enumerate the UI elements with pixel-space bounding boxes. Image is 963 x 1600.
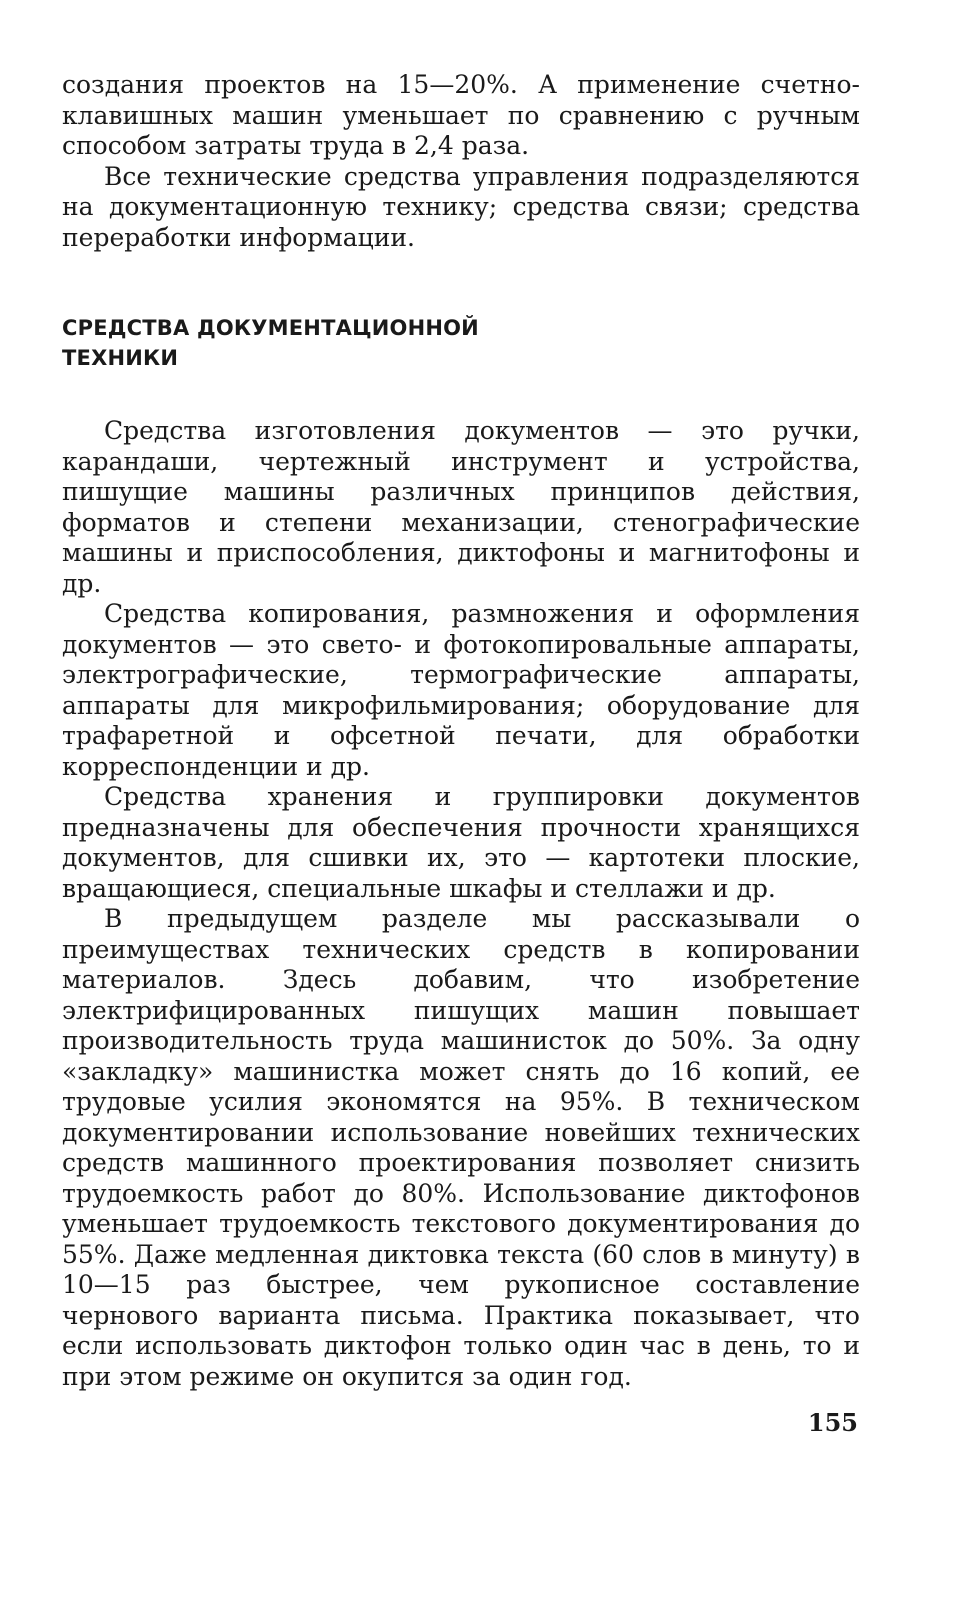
paragraph-continuation: создания проектов на 15—20%. А применение счетно-клавишных машин уменьшает по сравнению с ручным способом затраты труда в 2,4 раза. (62, 70, 860, 160)
paragraph-document-making: Средства изготовления документов — это ручки, карандаши, чертежный инструмент и устройства, пишущие машины различных принципов действия, форматов и степени механизации, стенографические машины и приспособления, диктофоны и магнитофоны и др. (62, 416, 860, 598)
paragraph-copying: Средства копирования, размножения и оформления документов — это свето- и фотокопировальные аппараты, электрографические, термографические аппараты, аппараты для микрофильмирования; оборудование для трафаретной и офсетной печати, для обработки корреспонденции и др. (62, 599, 860, 781)
page-number: 155 (807, 1408, 858, 1437)
section-heading-line-2: ТЕХНИКИ (62, 346, 179, 370)
section-heading-line-1: СРЕДСТВА ДОКУМЕНТАЦИОННОЙ (62, 316, 479, 340)
paragraph-advantages: В предыдущем разделе мы рассказывали о преимуществах технических средств в копировании материалов. Здесь добавим, что изобретение электрифицированных пишущих машин повышает производительность труда машинисток до 50%. За одну «закладку» машинистка может снять до 16 копий, ее трудовые усилия экономятся на 95%. В техническом документировании использование новейших технических средств машинного проектирования позволяет снизить трудоемкость работ до 80%. Использование диктофонов уменьшает трудоемкость текстового документирования до 55%. Даже медленная диктовка текста (60 слов в минуту) в 10—15 раз быстрее, чем рукописное составление чернового варианта письма. Практика показывает, что если использовать диктофон только один час в день, то и при этом режиме он окупится за один год. (62, 904, 860, 1391)
paragraph-storage: Средства хранения и группировки документов предназначены для обеспечения прочности хранящихся документов, для сшивки их, это — картотеки плоские, вращающиеся, специальные шкафы и стеллажи и др. (62, 782, 860, 903)
paragraph-tech-means: Все технические средства управления подразделяются на документационную технику; средства связи; средства переработки информации. (62, 161, 860, 252)
page-body (62, 70, 860, 1392)
section-heading (62, 313, 860, 373)
